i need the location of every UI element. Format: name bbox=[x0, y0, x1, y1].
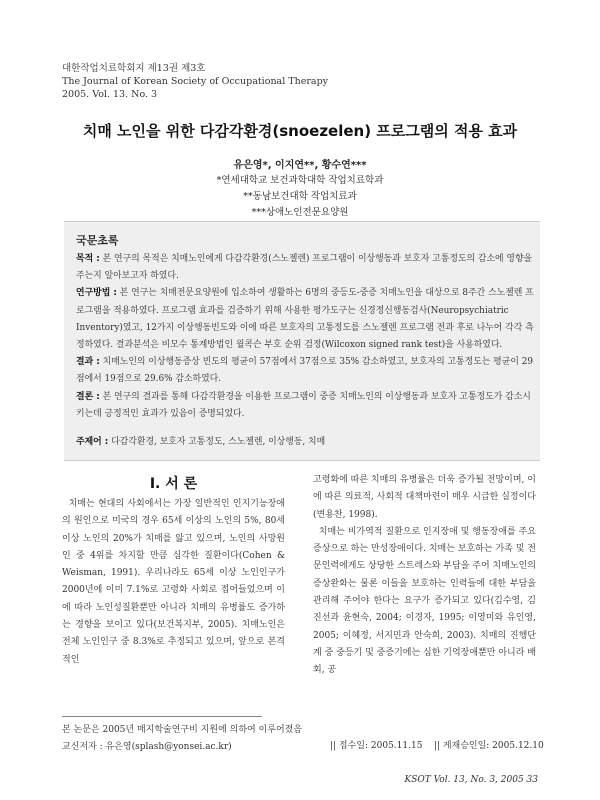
intro-text-left: 치매는 현대의 사회에서는 가장 일반적인 인지기능장애의 원인으로 미국의 경우 65세 이상의 노인의 5%, 80세 이상 노인의 20%가 치매를 앓고 있으며, 노인의 사망원인 중 4위를 차지할 만큼 심각한 질환이다(Cohen & Weisman, 1991). 우리나라도 65세 이상 노인인구가 2000년에 이미 7.1%로 고령화 사회로 접어들었으며 이에 따라 노인성질환뿐만 아니라 치매의 유병률도 증가하는 경향을 보이고 있다(보건복지부, 2005). 치매노인은 전체 노인인구 중 8.3%로 추정되고 있으며, 앞으로 본격적인 bbox=[62, 499, 285, 665]
abstract-body bbox=[76, 251, 534, 423]
conclusion-label: 결론 : bbox=[76, 391, 100, 402]
journal-name-english: The Journal of Korean Society of Occupational Therapy bbox=[62, 76, 329, 87]
journal-header bbox=[62, 62, 328, 101]
left-column bbox=[62, 472, 285, 669]
section-title: I. 서 론 bbox=[149, 476, 198, 492]
results-text: 치매노인의 이상행동증상 빈도의 평균이 57점에서 37점으로 35% 감소하였고, 보호자의 고통정도는 평균이 29점에서 19점으로 29.6% 감소하였다. bbox=[76, 357, 534, 385]
received-date: || 접수일: 2005.11.15 bbox=[330, 741, 423, 751]
affiliations bbox=[0, 173, 600, 221]
abstract-methods bbox=[76, 285, 534, 354]
journal-name-korean: 대한작업치료학회지 제13권 제3호 bbox=[62, 63, 206, 74]
affiliation-3: ***상애노인전문요양원 bbox=[251, 207, 349, 218]
abstract-box bbox=[64, 221, 540, 461]
intro-paragraph-1 bbox=[62, 496, 285, 669]
intro-paragraph-2 bbox=[313, 524, 536, 680]
purpose-label: 목적 : bbox=[76, 254, 100, 264]
page-footer: KSOT Vol. 13, No. 3, 2005 33 bbox=[404, 775, 538, 785]
submission-dates bbox=[330, 738, 544, 751]
intro-text-right: 치매는 비가역적 질환으로 인지장애 및 행동장애를 주요 증상으로 하는 만성장애이다. 치매는 보호하는 가족 및 전문인력에게도 상당한 스트레스와 부담을 주어 치매노인의 증상완화는 물론 이들을 보호하는 인력들에 대한 부담을 관리해 주어야 한다는 요구가 증가되고 있다(김수영, 김진선과 윤현숙, 2004; 이경자, 1995; 이영미와 유인영, 2005; 이혜정, 서지민과 안숙희, 2003). 치매의 진행단계 중 중등기 및 중증기에는 심한 기억장애뿐만 아니라 배회, 공 bbox=[313, 526, 536, 676]
footnote-divider bbox=[62, 716, 262, 717]
authors: 유은영*, 이지연**, 황수연*** bbox=[233, 160, 367, 171]
accepted-date: || 게재승인일: 2005.12.10 bbox=[433, 741, 544, 751]
conclusion-text: 본 연구의 결과를 통해 다감각환경을 이용한 프로그램이 중증 치매노인의 이상행동과 보호자 고통정도가 감소시키는데 긍정적인 효과가 있음이 증명되었다. bbox=[76, 391, 531, 419]
results-label: 결과 : bbox=[76, 357, 100, 368]
affiliation-2: **동남보건대학 작업치료과 bbox=[243, 191, 357, 202]
journal-volume: 2005. Vol. 13. No. 3 bbox=[62, 89, 158, 100]
abstract-heading: 국문초록 bbox=[76, 234, 119, 247]
keywords-label: 주제어 : bbox=[76, 437, 109, 447]
purpose-text: 본 연구의 목적은 치매노인에게 다감각환경(스노젤렌) 프로그램이 이상행동과 보호자 고통정도의 감소에 영향을 주는지 알아보고자 하였다. bbox=[76, 254, 533, 282]
abstract-purpose bbox=[76, 251, 534, 285]
abstract-results bbox=[76, 354, 534, 388]
affiliation-1: *연세대학교 보건과학대학 작업치료학과 bbox=[216, 175, 384, 186]
intro-paragraph-cont: 고령화에 따른 치매의 유병률은 더욱 증가될 전망이며, 이에 따른 의료적, 사회적 대책마련이 매우 시급한 실정이다(변용찬, 1998). bbox=[313, 475, 536, 520]
footnote bbox=[62, 722, 302, 756]
funding-note: 본 논문은 2005년 매지학술연구비 지원에 의하여 이루어졌음 bbox=[62, 725, 303, 735]
right-column bbox=[313, 472, 536, 680]
abstract-conclusion bbox=[76, 389, 534, 423]
methods-label: 연구방법 : bbox=[76, 288, 117, 299]
keywords-text: 다감각환경, 보호자 고통정도, 스노젤렌, 이상행동, 치매 bbox=[111, 437, 326, 447]
paper-title: 치매 노인을 위한 다감각환경(snoezelen) 프로그램의 적용 효과 bbox=[82, 122, 518, 140]
methods-text: 본 연구는 치매전문요양원에 입소하여 생활하는 6명의 중등도-중증 치매노인을 대상으로 8주간 스노젤렌 프로그램을 적용하였다. 프로그램 효과를 검증하기 위해 사용한 평가도구는 신경정신행동검사(Neuropsychiatric Inventory)였고, 12가지 이상행동빈도와 이에 따른 보호자의 고통정도를 스노젤렌 프로그램 전과 후로 나누어 각각 측정하였다. 결과분석은 비모수 통계방법인 윌콕슨 부호 순위 검정(Wilcoxon signed rank test)을 사용하였다. bbox=[76, 288, 534, 351]
keywords bbox=[76, 434, 325, 447]
corresponding-author: 교신저자 : 유은영(splash@yonsei.ac.kr) bbox=[62, 742, 232, 752]
